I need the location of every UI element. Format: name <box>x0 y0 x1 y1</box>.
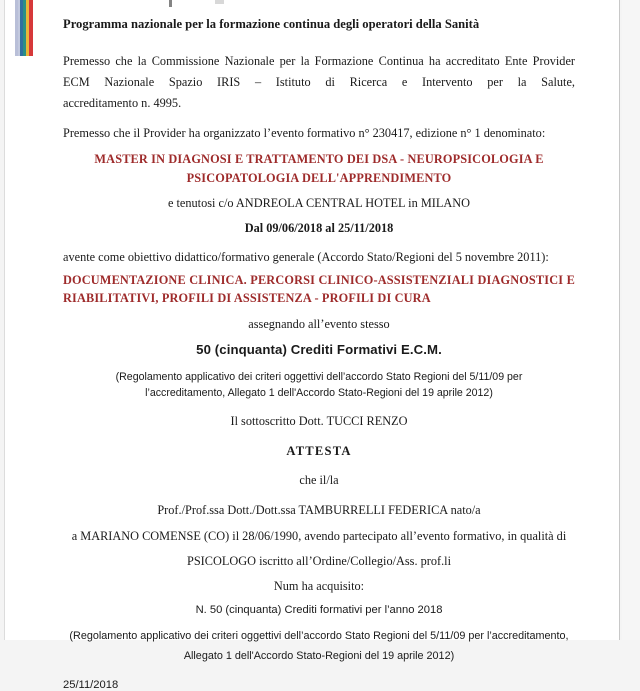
objective-line-1: DOCUMENTAZIONE CLINICA. PERCORSI CLINICO-ASSISTENZIALI DIAGNOSTICI E <box>63 272 575 287</box>
regulation-note-one-line-2: l’accreditamento, Allegato 1 dell'Accordo Stato-Regioni del 19 aprile 2012) <box>145 387 493 400</box>
page-top-artefact <box>169 0 172 7</box>
regulation-note-two-line-2: Allegato 1 dell'Accordo Stato-Regioni del 19 aprile 2012) <box>183 650 455 663</box>
page-right-gutter <box>622 0 640 640</box>
credits-acquired-line: N. 50 (cinquanta) Crediti formativi per l’anno 2018 <box>195 604 443 617</box>
premise-paragraph-one: Premesso che la Commissione Nazionale per la Formazione Continua ha accreditato Ente Provider ECM Nazionale Spazio IRIS – Istituto di Ricerca e Intervento per la Salute, <box>63 53 575 89</box>
event-title-line-1: MASTER IN DIAGNOSI E TRATTAMENTO DEI DSA - NEUROPSICOLOGIA E <box>94 152 544 167</box>
spacer <box>63 331 575 343</box>
spacer <box>63 184 575 197</box>
spacer <box>63 399 575 415</box>
spacer <box>63 31 575 51</box>
spacer <box>63 304 575 318</box>
spacer <box>63 617 575 631</box>
document-body <box>63 18 575 691</box>
premise-paragraph-one-tail: accreditamento n. 4995. <box>63 95 182 110</box>
stripe-red <box>29 0 33 56</box>
signature-date: 25/11/2018 <box>63 679 119 691</box>
event-dates: Dal 09/06/2018 al 25/11/2018 <box>244 221 394 236</box>
objective-intro: avente come obiettivo didattico/formativo generale (Accordo Stato/Regioni del 5 novembre 2011): <box>63 249 549 264</box>
spacer <box>63 517 575 530</box>
spacer <box>63 356 575 372</box>
programme-title: Programma nazionale per la formazione continua degli operatori della Sanità <box>63 17 480 31</box>
spacer <box>63 427 575 445</box>
undersigned-line: Il sottoscritto Dott. TUCCI RENZO <box>230 414 408 429</box>
che-il-la: che il/la <box>299 472 339 487</box>
assigning-text: assegnando all’evento stesso <box>248 317 390 332</box>
spacer <box>63 662 575 680</box>
credits-awarded: 50 (cinquanta) Crediti Formativi E.C.M. <box>196 341 442 357</box>
regulation-note-one-line-1: (Regolamento applicativo dei criteri oggettivi dell’accordo Stato Regioni del 5/11/09 per <box>115 370 523 383</box>
spacer <box>63 542 575 555</box>
spacer <box>63 139 575 153</box>
event-venue: e tenutosi c/o ANDREOLA CENTRAL HOTEL in MILANO <box>167 195 471 210</box>
coloured-stripe-logo <box>15 0 33 56</box>
spacer <box>63 458 575 474</box>
acquired-label: Num ha acquisito: <box>273 579 365 594</box>
recipient-birth-line: a MARIANO COMENSE (CO) il 28/06/1990, avendo partecipato all’evento formativo, in qualità di <box>71 528 567 543</box>
event-title-line-2: PSICOPATOLOGIA DELL'APPRENDIMENTO <box>186 170 452 185</box>
spacer <box>63 486 575 504</box>
recipient-name-line: Prof./Prof.ssa Dott./Dott.ssa TAMBURRELLI FEDERICA nato/a <box>157 503 481 518</box>
regulation-note-two-line-1: (Regolamento applicativo dei criteri oggettivi dell’accordo Stato Regioni del 5/11/09 per l’accreditamento, <box>69 629 569 642</box>
page-top-artefact-secondary <box>215 0 224 4</box>
premise-paragraph-two: Premesso che il Provider ha organizzato l’evento formativo n° 230417, edizione n° 1 denominato: <box>63 126 546 141</box>
document-page <box>4 0 620 691</box>
spacer <box>63 235 575 251</box>
recipient-profession-line: PSICOLOGO iscritto all’Ordine/Collegio/Ass. prof.li <box>186 553 452 568</box>
objective-line-2: RIABILITATIVI, PROFILI DI ASSISTENZA - PROFILI DI CURA <box>63 291 431 306</box>
attesta-heading: ATTESTA <box>286 444 352 459</box>
